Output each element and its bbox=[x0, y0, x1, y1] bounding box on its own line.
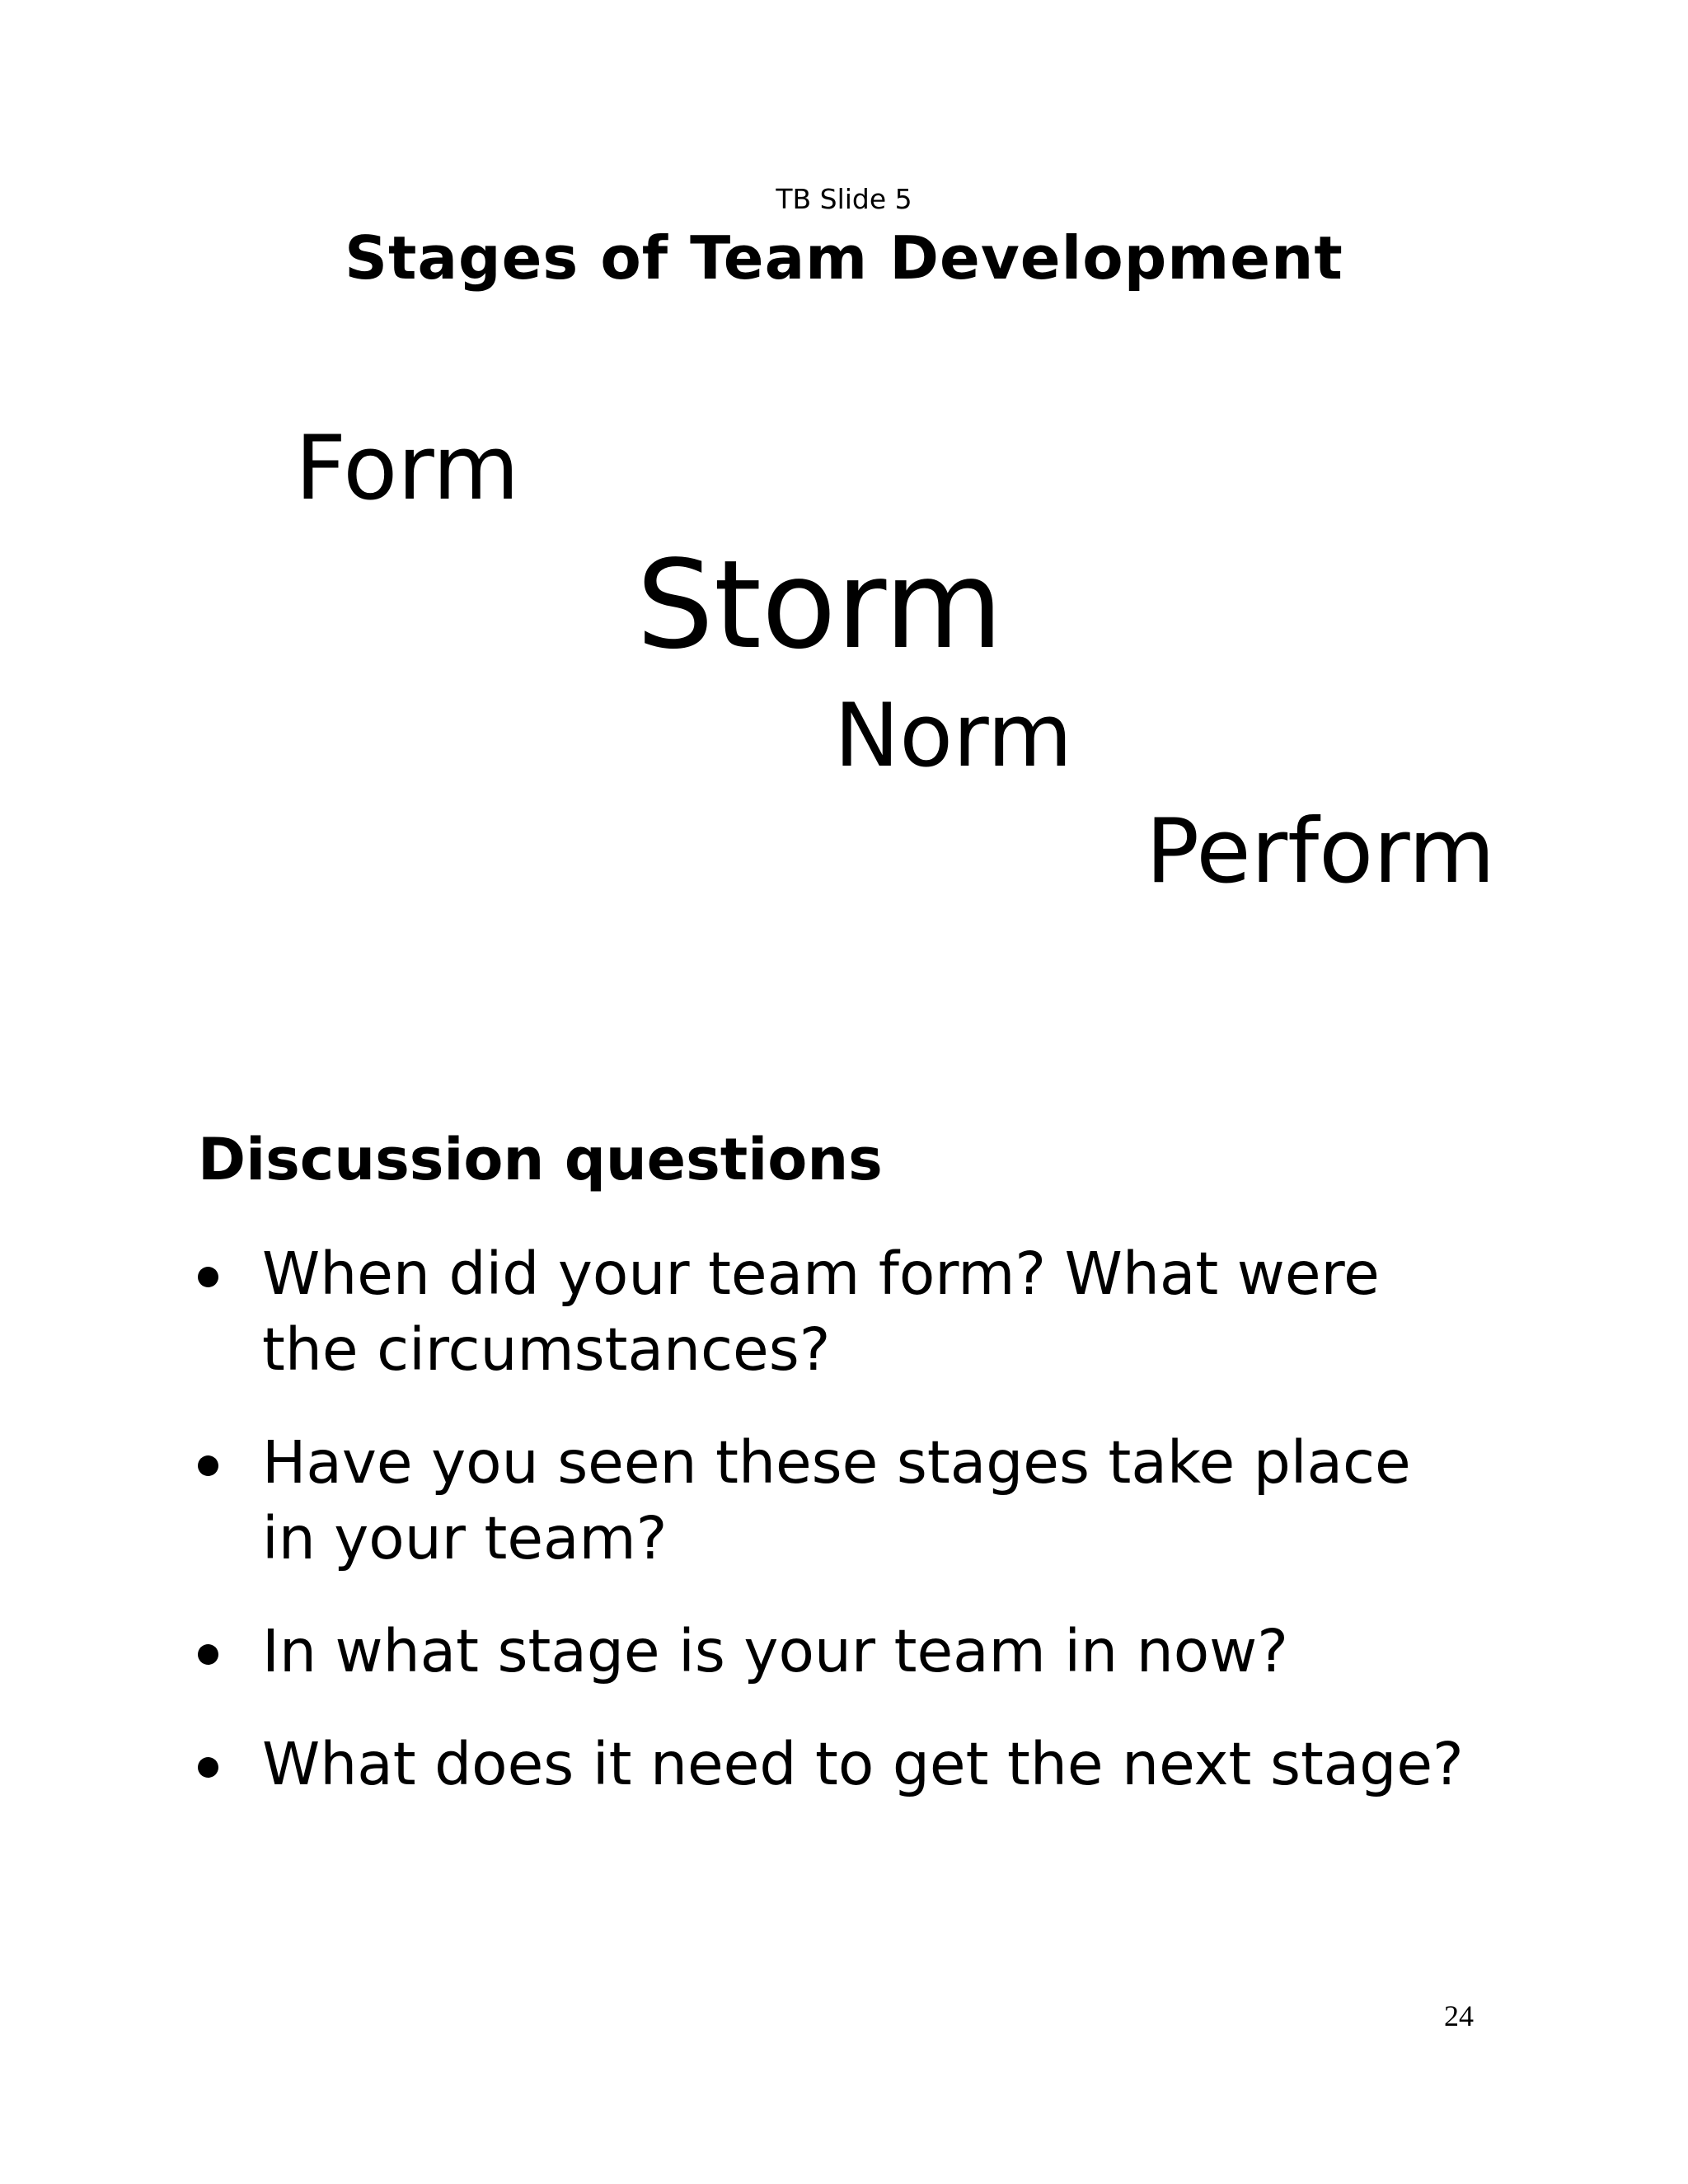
bullet-icon bbox=[198, 1455, 218, 1476]
page-number: 24 bbox=[1444, 1999, 1474, 2032]
stage-norm: Norm bbox=[834, 685, 1073, 786]
stage-form: Form bbox=[295, 417, 520, 520]
discussion-question bbox=[0, 1614, 1688, 1690]
discussion-heading: Discussion questions bbox=[198, 1126, 883, 1193]
bullet-icon bbox=[198, 1267, 218, 1287]
discussion-question-list bbox=[0, 1236, 1688, 1840]
discussion-question bbox=[0, 1425, 1688, 1577]
bullet-icon bbox=[198, 1757, 218, 1778]
bullet-icon bbox=[198, 1644, 218, 1665]
discussion-question-text: Have you seen these stages take place in your team? bbox=[262, 1428, 1411, 1572]
stage-perform: Perform bbox=[1146, 800, 1495, 903]
page-title: Stages of Team Development bbox=[345, 223, 1343, 293]
discussion-question-text: What does it need to get the next stage? bbox=[262, 1730, 1464, 1798]
discussion-question bbox=[0, 1727, 1688, 1802]
discussion-question-text: In what stage is your team in now? bbox=[262, 1617, 1288, 1685]
slide-label: TB Slide 5 bbox=[776, 183, 912, 215]
discussion-question-text: When did your team form? What were the circumstances? bbox=[262, 1240, 1380, 1384]
stage-storm: Storm bbox=[636, 534, 1003, 676]
discussion-question bbox=[0, 1236, 1688, 1388]
